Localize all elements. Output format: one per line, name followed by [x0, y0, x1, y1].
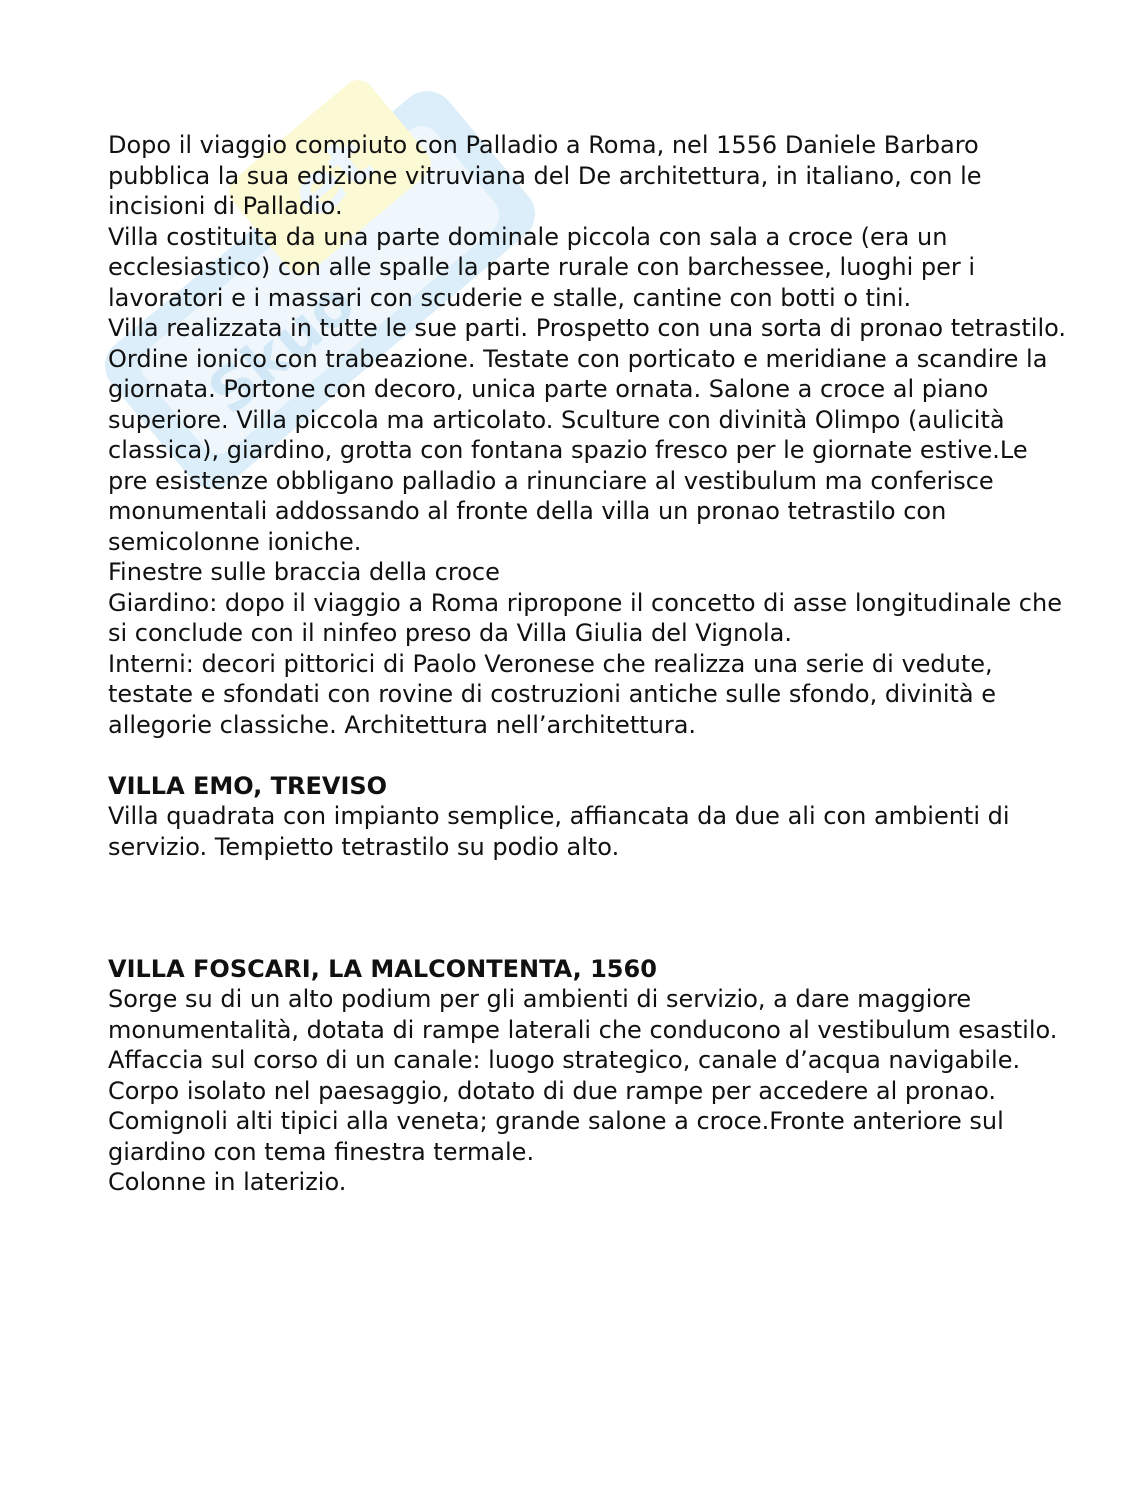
section-heading: VILLA FOSCARI, LA MALCONTENTA, 1560: [108, 954, 657, 983]
section-paragraph: Colonne in laterizio.: [108, 1168, 347, 1196]
section-heading: VILLA EMO, TREVISO: [108, 771, 388, 800]
spacer: [108, 740, 1068, 771]
intro-section: [108, 130, 1068, 740]
section-paragraph: Affaccia sul corso di un canale: luogo strategico, canale d’acqua navigabile.: [108, 1046, 1021, 1074]
intro-paragraph: Dopo il viaggio compiuto con Palladio a Roma, nel 1556 Daniele Barbaro pubblica la sua edizione vitruviana del De architettura, in italiano, con le incisioni di Palladio.: [108, 131, 982, 220]
intro-paragraph: Villa realizzata in tutte le sue parti. Prospetto con una sorta di pronao tetrastilo. Ordine ionico con trabeazione. Testate con porticato e meridiane a scandire la giornata. Portone con decoro, unica parte ornata. Salone a croce al piano superiore. Villa piccola ma articolato. Sculture con divinità Olimpo (aulicità classica), giardino, grotta con fontana spazio fresco per le giornate estive.Le pre esistenze obbligano palladio a rinunciare al vestibulum ma conferisce monumentali addossando al fronte della villa un pronao tetrastilo con semicolonne ioniche.: [108, 314, 1066, 556]
svg-text:Skuo: Skuo: [195, 267, 369, 429]
intro-paragraph: Interni: decori pittorici di Paolo Veronese che realizza una serie di vedute, testate e sfondati con rovine di costruzioni antiche sulle sfondo, divinità e allegorie classiche. Architettura nell’architettura.: [108, 649, 996, 739]
section-paragraph: Villa quadrata con impianto semplice, affiancata da due ali con ambienti di servizio. Tempietto tetrastilo su podio alto.: [108, 802, 1010, 861]
villa-emo-section: [108, 771, 1068, 863]
spacer: [108, 862, 1068, 954]
svg-text:et: et: [273, 120, 389, 236]
villa-foscari-section: [108, 954, 1068, 1198]
intro-paragraph: Giardino: dopo il viaggio a Roma ripropone il concetto di asse longitudinale che si conclude con il ninfeo preso da Villa Giulia del Vignola.: [108, 588, 1062, 647]
section-paragraph: Corpo isolato nel paesaggio, dotato di due rampe per accedere al pronao.: [108, 1076, 996, 1105]
intro-paragraph: Villa costituita da una parte dominale piccola con sala a croce (era un ecclesiastico) con alle spalle la parte rurale con barchessee, luoghi per i lavoratori e i massari con scuderie e stalle, cantine con botti o tini.: [108, 222, 976, 312]
section-paragraph: Comignoli alti tipici alla veneta; grande salone a croce.Fronte anteriore sul giardino con tema finestra termale.: [108, 1107, 1004, 1166]
section-paragraph: Sorge su di un alto podium per gli ambienti di servizio, a dare maggiore monumentalità, dotata di rampe laterali che conducono al vestibulum esastilo.: [108, 985, 1058, 1044]
intro-paragraph: Finestre sulle braccia della croce: [108, 558, 500, 586]
document-body: [108, 130, 1068, 1198]
